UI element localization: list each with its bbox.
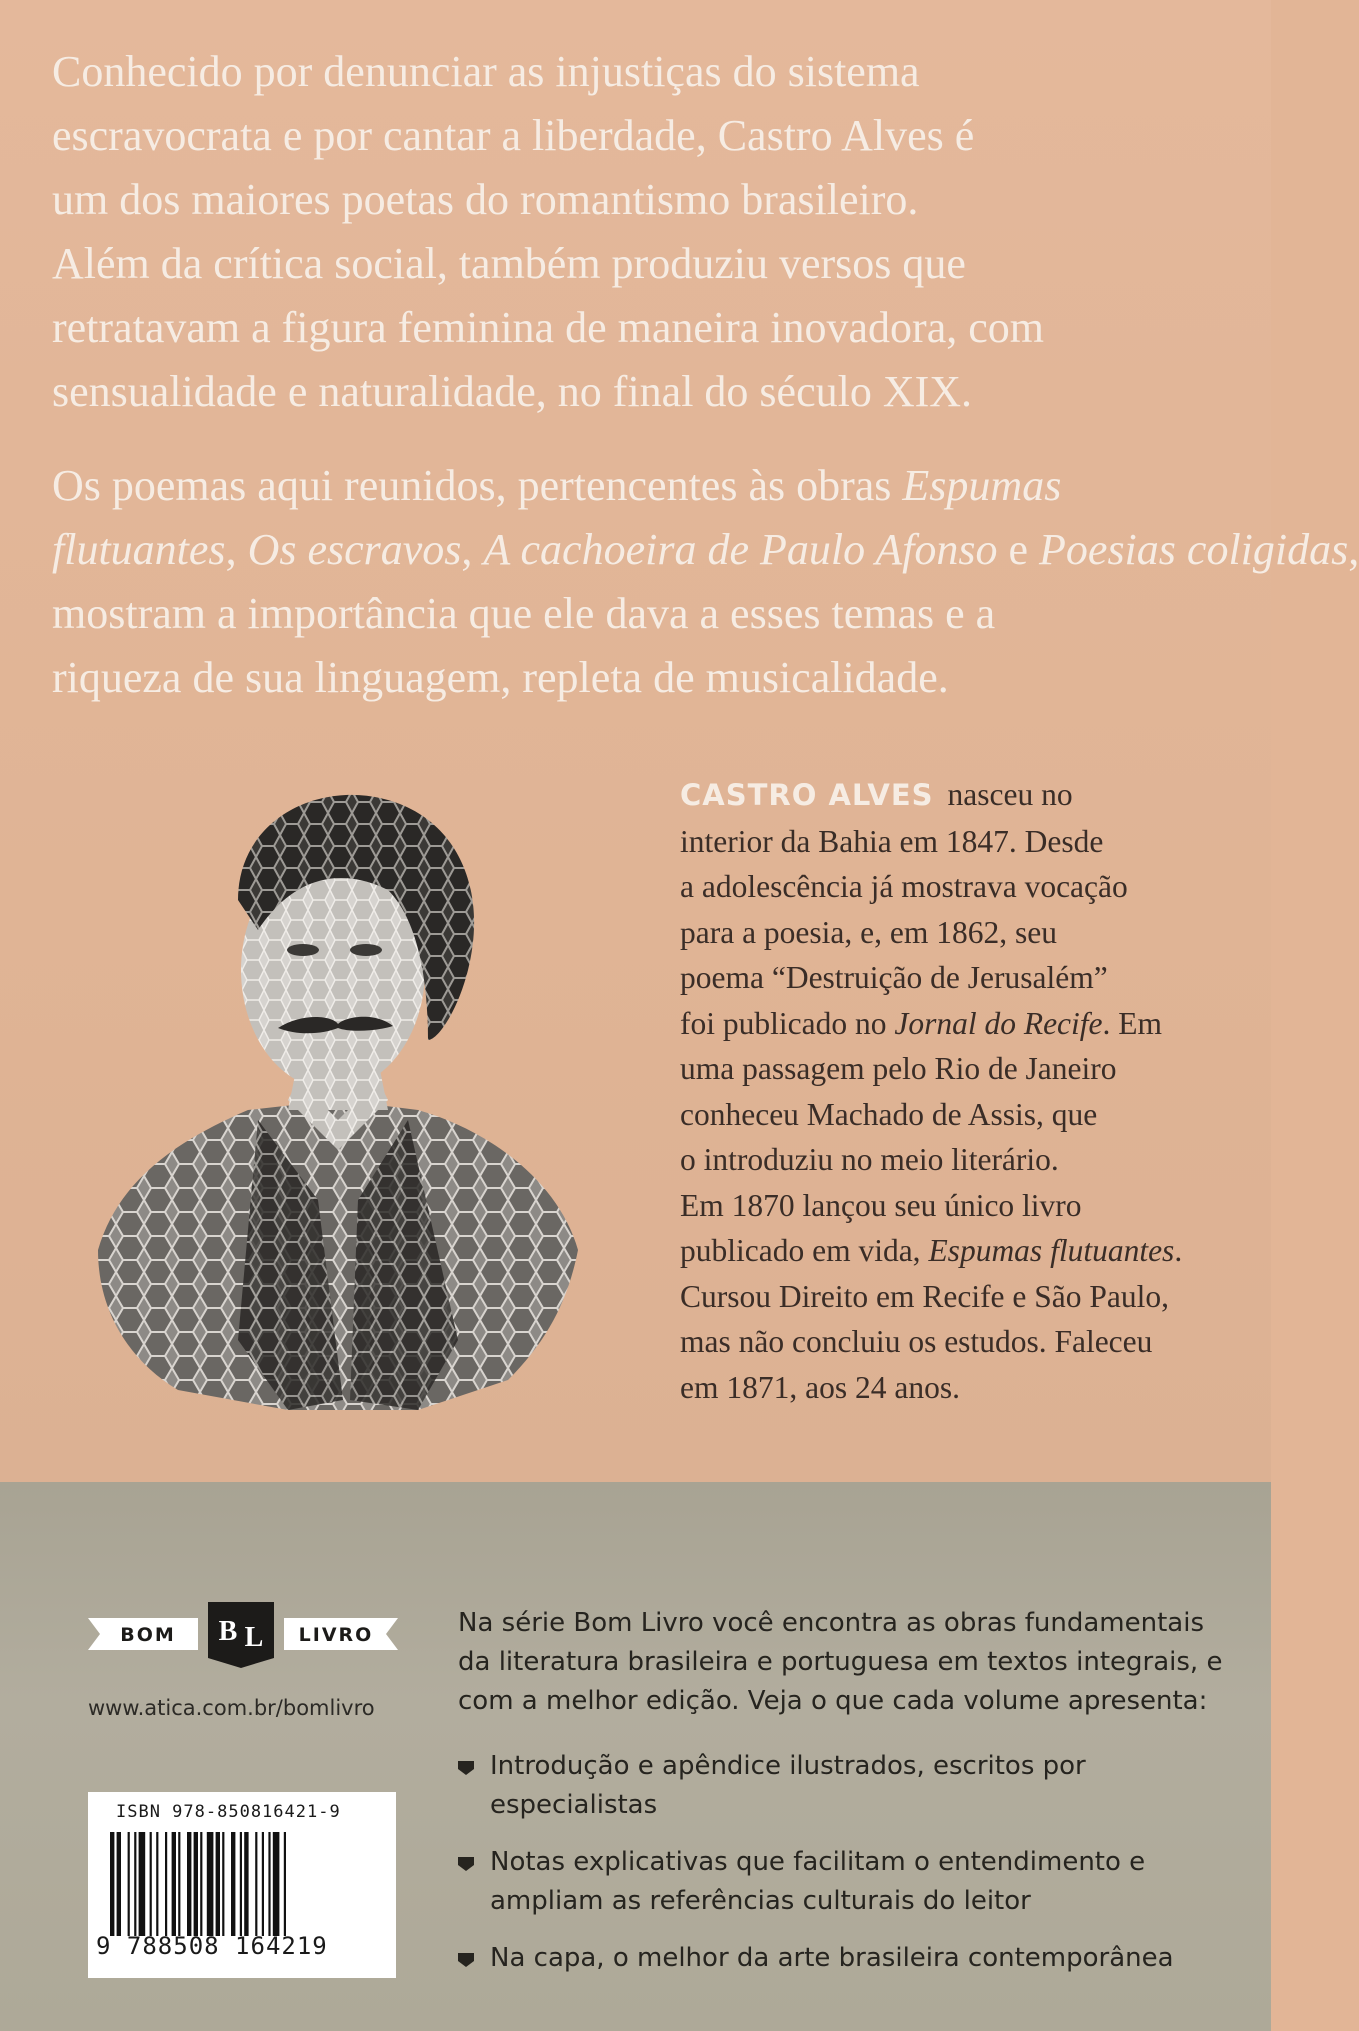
book-title: Espumas [902,461,1062,510]
intro-line: sensualidade e naturalidade, no final do século XIX. [52,367,973,416]
barcode-bar [207,1832,214,1936]
feature-list [458,1747,1258,1978]
intro-line: Conhecido por denunciar as injustiças do sistema [52,47,920,96]
bio-line: em 1871, aos 24 anos. [680,1369,960,1405]
author-name: CASTRO ALVES [680,778,934,812]
barcode-bar [273,1832,280,1936]
intro-text-run: , [461,525,484,574]
barcode-bar [139,1832,146,1936]
logo-bom: BOM [120,1624,176,1646]
logo-livro: LIVRO [298,1624,374,1646]
barcode-bar [172,1832,176,1936]
feature-line: ampliam as referências culturais do leitor [490,1886,1031,1916]
barcode-bar [244,1832,248,1936]
barcode-bar [150,1832,152,1936]
barcode-bar [200,1832,202,1936]
author-bio [680,772,1240,1410]
bio-line: para a poesia, e, em 1862, seu [680,914,1057,950]
bio-line: Cursou Direito em Recife e São Paulo, [680,1278,1170,1314]
feature-item [458,1843,1258,1921]
book-title: Os escravos [247,525,462,574]
bio-text-run: nasceu no [947,777,1073,812]
author-portrait [88,780,588,1420]
feature-line: Na capa, o melhor da arte brasileira contemporânea [490,1943,1174,1973]
publisher-url[interactable]: www.atica.com.br/bomlivro [88,1696,375,1720]
barcode-bar [110,1832,114,1936]
feature-line: especialistas [490,1790,658,1820]
feature-item [458,1939,1258,1978]
shield-bullet-icon [458,1953,474,1967]
intro-line: riqueza de sua linguagem, repleta de musicalidade. [52,653,949,702]
barcode-bar [222,1832,224,1936]
series-line: com a melhor edição. Veja o que cada volume apresenta: [458,1686,1208,1716]
bio-text-run: publicado em vida, [680,1233,929,1268]
barcode-bar [156,1832,158,1936]
bio-line [680,1001,1240,1047]
isbn-label: ISBN 978-850816421-9 [116,1802,341,1822]
bio-line [680,772,1240,819]
bio-line: o introduziu no meio literário. [680,1142,1059,1177]
intro-paragraph-2 [52,454,1359,710]
barcode-bar [117,1832,121,1936]
intro-line: um dos maiores poetas do romantismo brasileiro. [52,175,919,224]
barcode-bar [240,1832,242,1936]
intro-text-run: Os poemas aqui reunidos, pertencentes às obras [52,461,903,510]
bio-text-run: . Em [1102,1005,1163,1041]
intro-line: escravocrata e por cantar a liberdade, Castro Alves é [52,111,975,160]
shield-bullet-icon [458,1761,474,1775]
bio-line: poema “Destruição de Jerusalém” [680,960,1108,995]
intro-line [52,518,1359,582]
bio-line: Em 1870 lançou seu único livro [680,1187,1082,1223]
intro-text-run: , [1348,525,1359,574]
feature-line: Notas explicativas que facilitam o entendimento e [490,1847,1146,1877]
bio-line: conheceu Machado de Assis, que [680,1096,1098,1132]
intro-paragraph-1 [52,40,1242,424]
logo-letter-l: L [244,1622,264,1653]
barcode [108,1832,378,1936]
bio-line [680,1228,1240,1274]
barcode-bar [262,1832,264,1936]
bio-line: interior da Bahia em 1847. Desde [680,823,1104,859]
shield-bullet-icon [458,1857,474,1871]
bio-text-run: . [1174,1233,1183,1268]
barcode-bar [178,1832,180,1936]
barcode-bar [128,1832,130,1936]
bom-livro-logo [88,1598,398,1670]
isbn-barcode-box [88,1792,396,1978]
newspaper-title: Jornal do Recife [894,1005,1103,1041]
intro-line: Além da crítica social, também produziu versos que [52,239,966,288]
intro-text-run: e [997,525,1040,574]
barcode-bar [255,1832,257,1936]
barcode-bar [194,1832,198,1936]
barcode-bar [187,1832,191,1936]
series-line: da literatura brasileira e portuguesa em textos integrais, e [458,1647,1223,1677]
bio-line: mas não concluiu os estudos. Faleceu [680,1324,1153,1359]
book-title: Poesias coligidas [1039,525,1349,574]
book-title: flutuantes [52,525,226,574]
barcode-bar [134,1832,136,1936]
barcode-bar [284,1832,286,1936]
logo-letter-b: B [218,1616,238,1647]
intro-line: mostram a importância que ele dava a esses temas e a [52,589,996,638]
series-description [458,1604,1258,1996]
intro-text [52,40,1359,740]
book-title: A cachoeira de Paulo Afonso [483,525,998,574]
feature-item [458,1747,1258,1825]
bio-line: uma passagem pelo Rio de Janeiro [680,1051,1117,1086]
bio-text-run: foi publicado no [680,1005,895,1041]
book-title: Espumas flutuantes [928,1233,1175,1268]
feature-line: Introdução e apêndice ilustrados, escritos por [490,1751,1086,1781]
bio-line: a adolescência já mostrava vocação [680,869,1128,904]
barcode-bar [268,1832,270,1936]
barcode-bar [231,1832,235,1936]
barcode-bar [165,1832,167,1936]
barcode-bar [216,1832,220,1936]
intro-line [52,454,1242,518]
series-line: Na série Bom Livro você encontra as obras fundamentais [458,1608,1205,1638]
intro-text-run: , [225,525,248,574]
intro-line: retratavam a figura feminina de maneira inovadora, com [52,303,1044,352]
barcode-digits: 9 788508 164219 [96,1932,328,1960]
